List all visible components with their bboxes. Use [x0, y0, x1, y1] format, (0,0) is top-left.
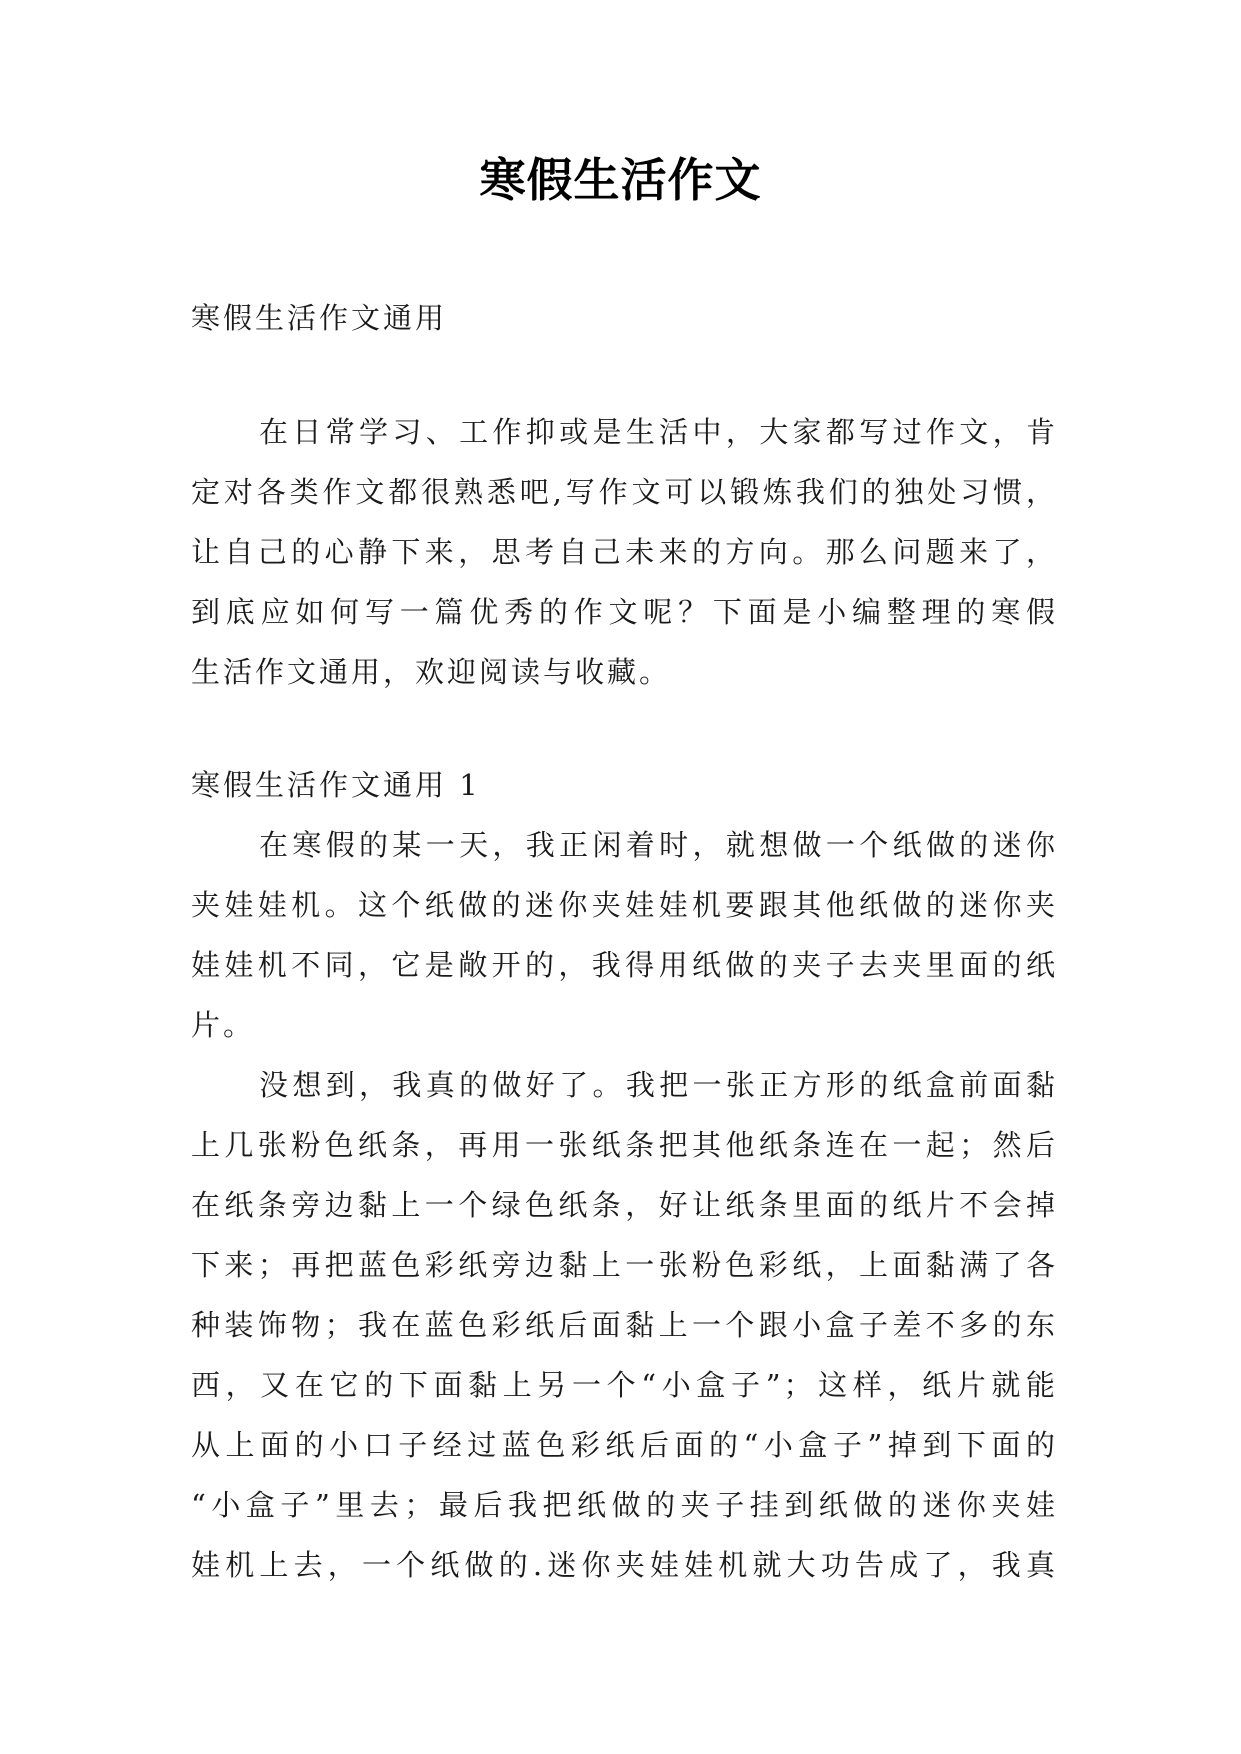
paragraph-line: 夹娃娃机。这个纸做的迷你夹娃娃机要跟其他纸做的迷你夹 [191, 888, 1058, 922]
paragraph-line: 生活作文通用，欢迎阅读与收藏。 [191, 655, 672, 689]
document-subtitle [191, 288, 1058, 348]
section-heading-text: 寒假生活作文通用 1 [191, 768, 481, 802]
paragraph-line: “小盒子”里去；最后我把纸做的夹子挂到纸做的迷你夹娃 [191, 1488, 1058, 1522]
paragraph-line: 在纸条旁边黏上一个绿色纸条，好让纸条里面的纸片不会掉 [191, 1188, 1058, 1222]
paragraph-line: 种装饰物；我在蓝色彩纸后面黏上一个跟小盒子差不多的东 [191, 1308, 1058, 1342]
paragraph-line: 让自己的心静下来，思考自己未来的方向。那么问题来了， [191, 535, 1058, 569]
paragraph-line: 在日常学习、工作抑或是生活中，大家都写过作文，肯 [259, 415, 1058, 449]
section-paragraph [191, 1055, 1058, 1595]
section-paragraph [191, 815, 1058, 1055]
paragraph-line: 在寒假的某一天，我正闲着时，就想做一个纸做的迷你 [259, 828, 1058, 862]
section-heading [191, 755, 1058, 815]
paragraph-line: 没想到，我真的做好了。我把一张正方形的纸盒前面黏 [259, 1068, 1058, 1102]
paragraph-line: 西，又在它的下面黏上另一个“小盒子”；这样，纸片就能 [191, 1368, 1058, 1402]
paragraph-line: 下来；再把蓝色彩纸旁边黏上一张粉色彩纸，上面黏满了各 [191, 1248, 1058, 1282]
paragraph-line: 到底应如何写一篇优秀的作文呢？下面是小编整理的寒假 [191, 595, 1058, 629]
paragraph-line: 娃娃机不同，它是敞开的，我得用纸做的夹子去夹里面的纸 [191, 948, 1058, 982]
paragraph-line: 从上面的小口子经过蓝色彩纸后面的“小盒子”掉到下面的 [191, 1428, 1058, 1462]
subtitle-text: 寒假生活作文通用 [191, 301, 448, 335]
intro-paragraph [191, 402, 1058, 702]
paragraph-line: 片。 [191, 1008, 256, 1042]
paragraph-line: 上几张粉色纸条，再用一张纸条把其他纸条连在一起；然后 [191, 1128, 1058, 1162]
document-title: 寒假生活作文 [479, 153, 762, 207]
paragraph-line: 定对各类作文都很熟悉吧,写作文可以锻炼我们的独处习惯， [191, 475, 1058, 509]
paragraph-line: 娃机上去，一个纸做的.迷你夹娃娃机就大功告成了，我真 [191, 1548, 1058, 1582]
